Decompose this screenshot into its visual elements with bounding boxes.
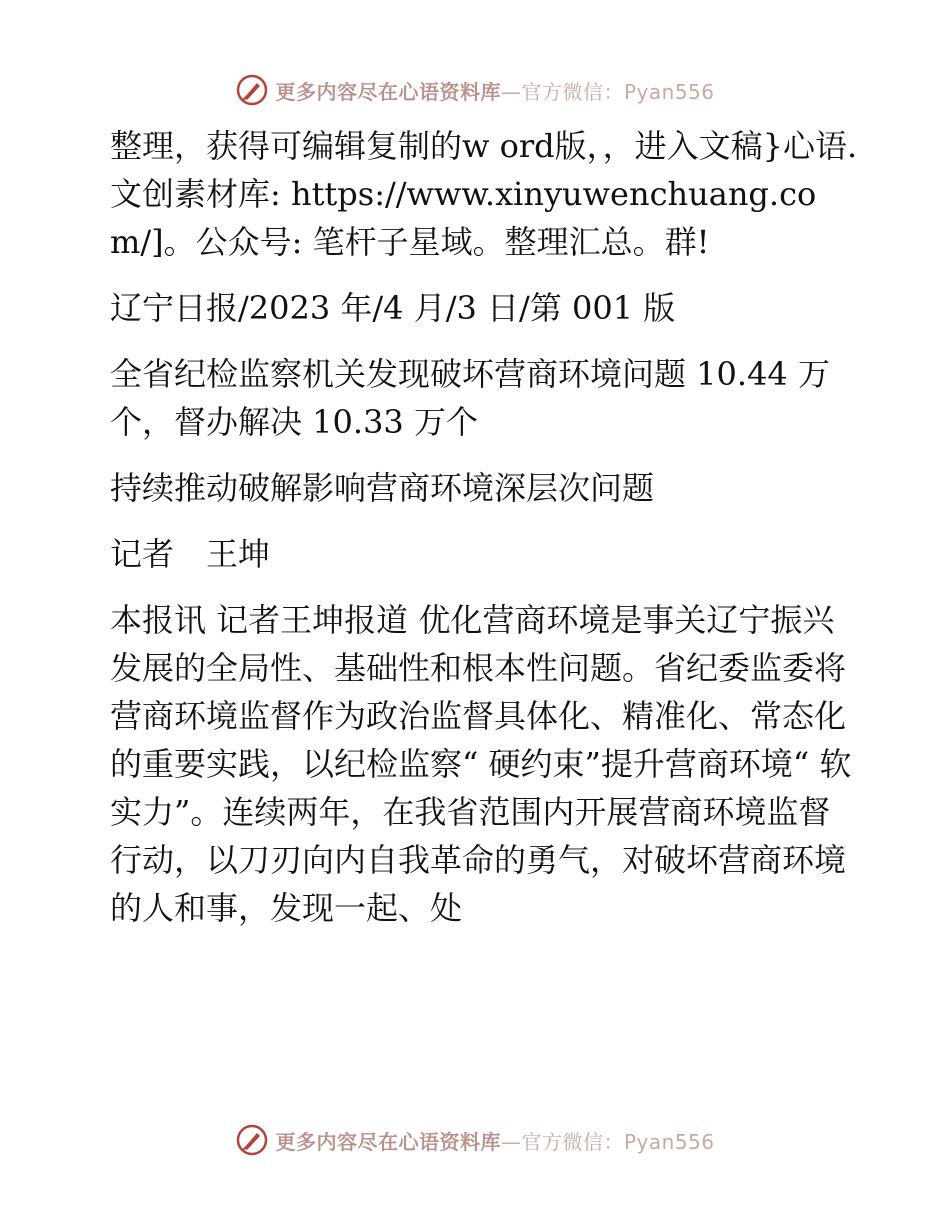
- byline: 记者 王坤: [110, 535, 271, 573]
- body-paragraph: 本报讯 记者王坤报道 优化营商环境是事关辽宁振兴发展的全局性、基础性和根本性问题。省纪委监委将营商环境监督作为政治监督具体化、精准化、常态化的重要实践，以纪检监察“ 硬约束”提升营商环境“ 软实力”。连续两年，在我省范围内开展营商环境监督行动，以刀刃向内自我革命的勇气，对破坏营商环境的人和事，发现一起、处: [110, 601, 852, 927]
- source-line: 辽宁日报/2023 年/4 月/3 日/第 001 版: [110, 289, 676, 327]
- document-body: [98, 122, 858, 932]
- quill-logo-icon: [235, 73, 269, 107]
- intro-paragraph: 整理，获得可编辑复制的w ord版，，进入文稿}心语.文创素材库: https://www.xinyuwenchuang.com/]。公众号: 笔杆子星域。整理汇总。群!: [110, 127, 858, 261]
- watermark-text: 更多内容尽在心语资料库—官方微信：Pyan556: [275, 79, 715, 104]
- header-watermark-banner: [0, 70, 950, 110]
- subheadline: 持续推动破解影响营商环境深层次问题: [110, 469, 655, 507]
- headline: 全省纪检监察机关发现破坏营商环境问题 10.44 万个，督办解决 10.33 万个: [110, 355, 830, 441]
- watermark-text: 更多内容尽在心语资料库—官方微信：Pyan556: [275, 1129, 715, 1154]
- quill-logo-icon: [235, 1123, 269, 1157]
- footer-watermark-banner: [0, 1120, 950, 1160]
